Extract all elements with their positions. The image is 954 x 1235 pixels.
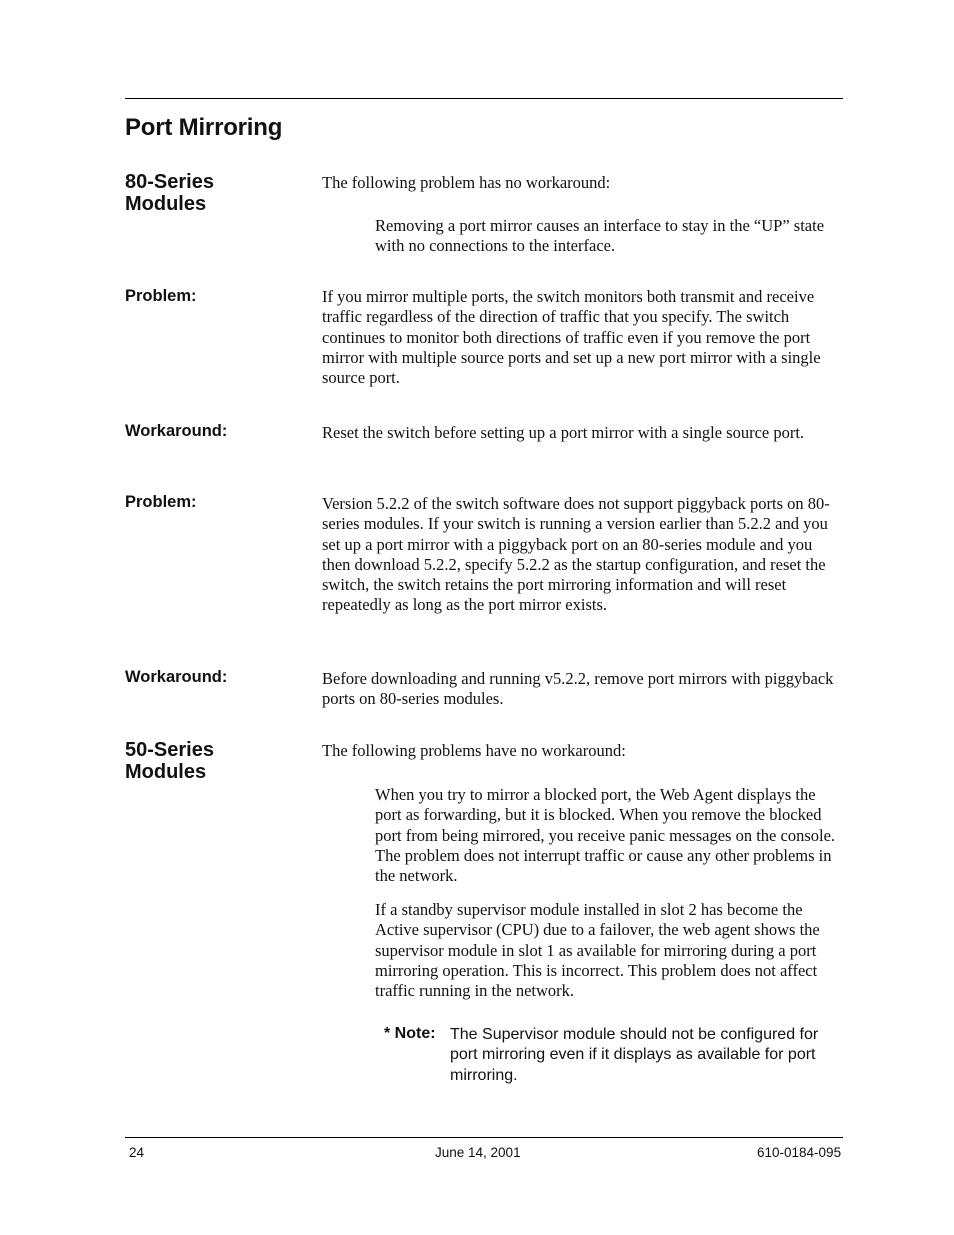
indented-paragraph: If a standby supervisor module installed in slot 2 has become the Active supervisor (CPU) due to a failover, the web agent shows the supervisor module in slot 1 as available for mirroring during a port mirroring operation. This is incorrect. This problem does not affect traffic running in the network. xyxy=(375,900,820,1001)
section-intro: The following problem has no workaround: xyxy=(322,173,611,192)
page-number: 24 xyxy=(129,1145,145,1160)
header-rule xyxy=(125,98,843,99)
footer-rule xyxy=(125,1137,843,1138)
note-text: The Supervisor module should not be configured for port mirroring even if it displays as available for port mirroring. xyxy=(450,1026,819,1084)
indented-paragraph: Removing a port mirror causes an interface to stay in the “UP” state with no connections to the interface. xyxy=(375,216,825,256)
section-heading-line: Modules xyxy=(125,193,207,215)
entry-label: Problem: xyxy=(125,287,197,305)
section-heading-line: Modules xyxy=(125,761,207,783)
indented-paragraph: When you try to mirror a blocked port, the Web Agent displays the port as forwarding, but it is blocked. When you remove the blocked port from being mirrored, you receive panic messages on the console. The problem does not interrupt traffic or cause any other problems in the network. xyxy=(375,785,836,886)
section-intro: The following problems have no workaround: xyxy=(322,741,626,760)
entry-label: Problem: xyxy=(125,493,197,511)
entry-text: Version 5.2.2 of the switch software does not support piggyback ports on 80-series modules. If your switch is running a version earlier than 5.2.2 and you set up a port mirror with a piggyback port on an 80-series module and you then download 5.2.2, specify 5.2.2 as the startup configuration, and reset the switch, the switch retains the port mirroring information and will reset repeatedly as long as the port mirror exists. xyxy=(322,494,830,615)
section-heading-80-series xyxy=(125,171,214,215)
entry-text: Reset the switch before setting up a port mirror with a single source port. xyxy=(322,423,805,442)
entry-label: Workaround: xyxy=(125,668,228,686)
document-number: 610-0184-095 xyxy=(757,1145,842,1160)
footer-date: June 14, 2001 xyxy=(435,1145,521,1160)
section-heading-50-series xyxy=(125,739,214,783)
entry-label: Workaround: xyxy=(125,422,228,440)
note-label: * Note: xyxy=(384,1025,436,1042)
entry-text: If you mirror multiple ports, the switch monitors both transmit and receive traffic regardless of the direction of traffic that you specify. The switch continues to monitor both directions of traffic even if you remove the port mirror with multiple source ports and set up a new port mirror with a single source port. xyxy=(322,287,821,388)
page-title: Port Mirroring xyxy=(125,114,283,141)
section-heading-line: 80-Series xyxy=(125,171,214,193)
entry-text: Before downloading and running v5.2.2, remove port mirrors with piggyback ports on 80-series modules. xyxy=(322,669,834,709)
section-heading-line: 50-Series xyxy=(125,739,214,761)
